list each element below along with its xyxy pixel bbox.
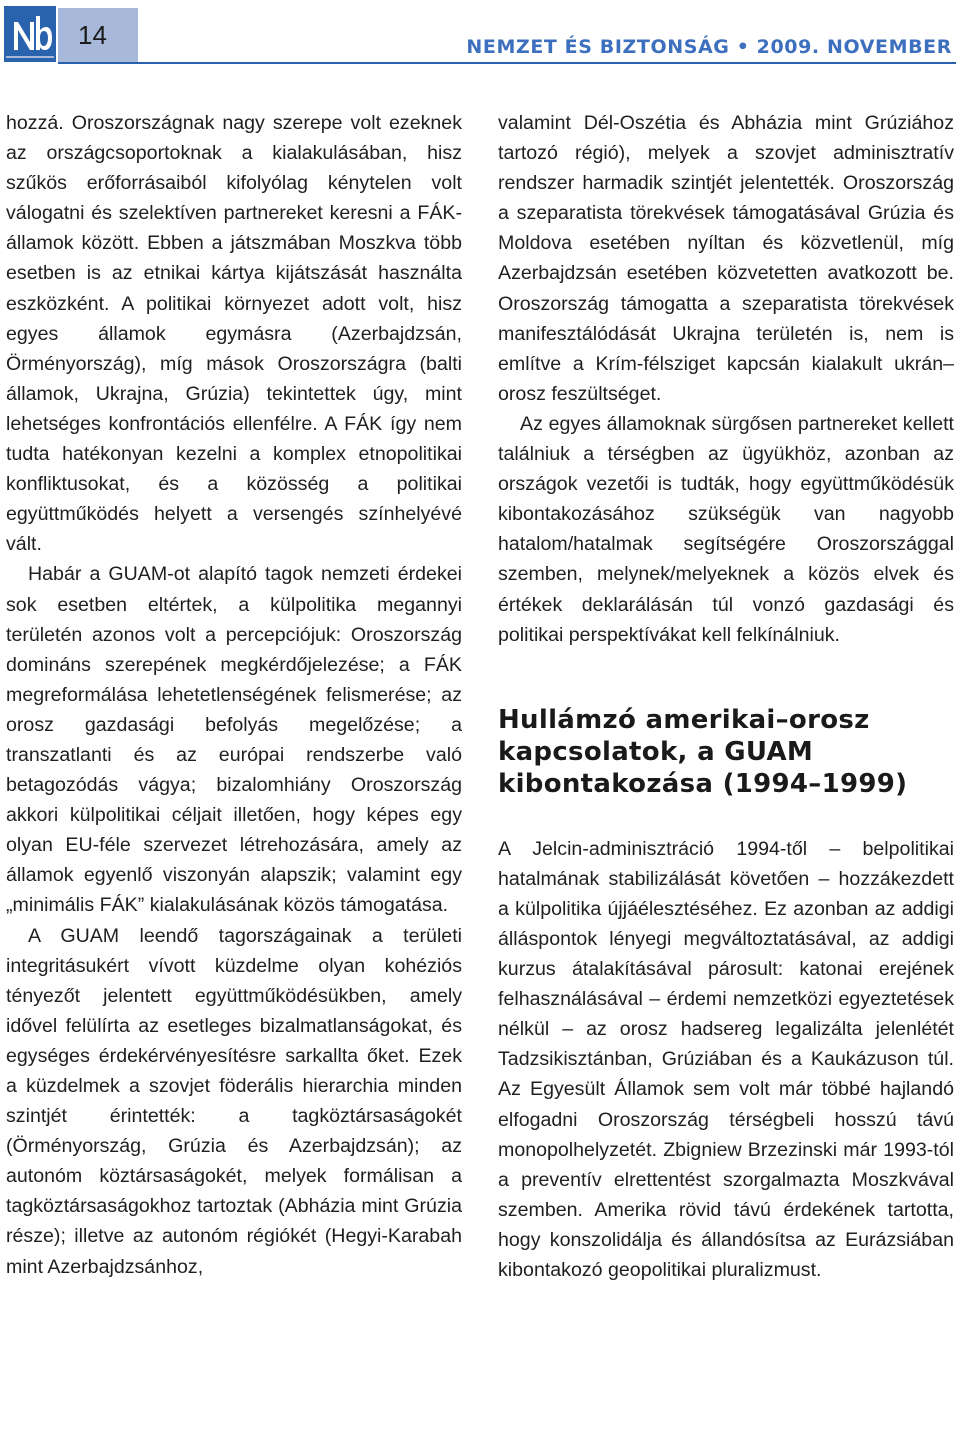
right-paragraph-3: A Jelcin-adminisztráció 1994-től – belpolitikai hatalmának stabilizálását követően – hozzákezdett a külpolitika újjáélesztéséhez. Ez azonban az addigi álláspontok lényegi megváltoztatásával, az addigi kurzus átalakításával párosult: katonai erejének felhasználásával – érdemi nemzetközi egyeztetések nélkül – az orosz hadsereg legalizálta jelenlétét Tadzsikisztánban, Grúziában és a Kaukázuson túl. Az Egyesült Államok sem volt már többé hajlandó elfogadni Oroszország térségbeli hosszú távú monopolhelyzetét. Zbigniew Brzezinski már 1993-tól a preventív elrettentést szorgalmazta Moszkvával szemben. Amerika rövid távú érdekének tartotta, hogy konszolidálja és állandósítsa az Eurázsiában kibontakozó geopolitikai pluralizmust. xyxy=(498,837,954,1281)
nb-logo-icon xyxy=(4,6,56,62)
right-paragraph-1: valamint Dél-Oszétia és Abházia mint Grúziához tartozó régió), melyek a szovjet adminisztratív rendszer harmadik szintjét jelentették. Oroszország a szeparatista törekvések támogatásával Grúzia és Moldova esetében nyíltan és közvetlenül, míg Azerbajdzsán esetében közvetetten avatkozott be. Oroszország támogatta a szeparatista törekvések manifesztálódását Ukrajna területén is, nem is említve a Krím-félsziget kapcsán kialakult ukrán–orosz feszültséget. xyxy=(498,112,954,405)
right-column xyxy=(498,108,954,1285)
page-number-box xyxy=(58,8,138,62)
page-number: 14 xyxy=(78,20,107,50)
left-paragraph-2: Habár a GUAM-ot alapító tagok nemzeti érdekei sok esetben eltértek, a külpolitika megannyi területén azonos volt a percepciójuk: Oroszország domináns szerepének megkérdőjelezése; a FÁK megreformálása lehetetlenségének felismerése; az orosz gazdasági befolyás megelőzése; a transzatlanti és az európai rendszerbe való betagozódás vágya; bizalomhiány Oroszország akkori külpolitikai céljait illetően, hogy képes egy olyan EU-féle szervezet létrehozására, amely az államok egyenlő viszonyán alapszik; valamint egy „minimális FÁK” kialakulásának közös támogatása. xyxy=(6,563,462,917)
left-column xyxy=(6,108,462,1282)
running-title: NEMZET ÉS BIZTONSÁG • 2009. NOVEMBER xyxy=(466,36,952,58)
page-header xyxy=(0,0,960,70)
left-paragraph-3: A GUAM leendő tagországainak a területi integritásukért vívott küzdelme olyan kohéziós tényezőt jelentett együttműködésükben, amely idővel felülírta az esetleges bizalmatlanságokat, és egységes érdekérvényesítésre sarkallta őket. Ezek a küzdelmek a szovjet föderális hierarchia minden szintjét érintették: a tagköztársaságokét (Örményország, Grúzia és Azerbajdzsán); az autonóm köztársaságokét, melyek formálisan a tagköztársaságokhoz tartoztak (Abházia mint Grúzia része); illetve az autonóm régiókét (Hegyi-Karabah mint Azerbajdzsánhoz, xyxy=(6,924,462,1278)
section-heading: Hullámzó amerikai–orosz kapcsolatok, a GUAM kibontakozása (1994–1999) xyxy=(498,704,908,799)
header-rule xyxy=(58,62,956,64)
left-paragraph-1: hozzá. Oroszországnak nagy szerepe volt ezeknek az országcsoportoknak a kialakulásában, hisz szűkös erőforrásaiból kifolyólag kénytelen volt válogatni és szelektíven partnereket keresni a FÁK-államok között. Ebben a játszmában Moszkva több esetben is az etnikai kártya kijátszását használta eszközként. A politikai környezet adott volt, hisz egyes államok egymásra (Azerbajdzsán, Örményország), míg mások Oroszországra (balti államok, Ukrajna, Grúzia) tekintettek úgy, mint lehetséges konfrontációs ellenfélre. A FÁK így nem tudta hatékonyan kezelni a komplex etnopolitikai konfliktusokat, és a közösség a politikai együttműködés helyett a versengés színhelyévé vált. xyxy=(6,112,462,556)
right-paragraph-2: Az egyes államoknak sürgősen partnereket kellett találniuk a térségben az ügyükhöz, azonban az országok vezetői is tudták, hogy együttműködésük kibontakozásához szükségük van nagyobb hatalom/hatalmak segítségére Oroszországgal szemben, melynek/melyeknek a közös elvek és értékek deklarálásán túl vonzó gazdasági és politikai perspektívákat kell felkínálniuk. xyxy=(498,412,954,646)
